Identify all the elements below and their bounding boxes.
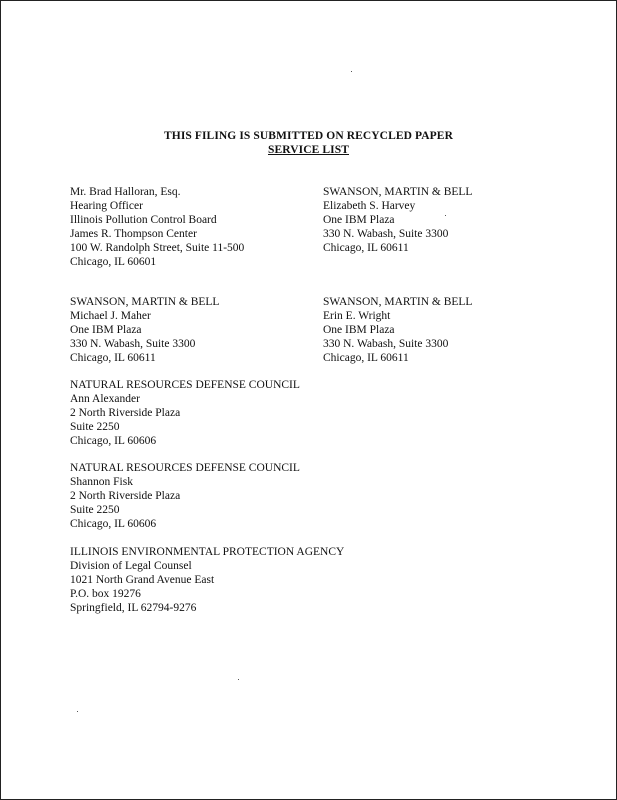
scan-speck bbox=[351, 71, 352, 72]
address-line: 1021 North Grand Avenue East bbox=[70, 574, 215, 586]
address-line: ILLINOIS ENVIRONMENTAL PROTECTION AGENCY bbox=[70, 546, 345, 558]
address-line: P.O. box 19276 bbox=[70, 588, 141, 600]
address-line: Chicago, IL 60606 bbox=[70, 435, 157, 447]
address-block-alexander bbox=[70, 378, 300, 448]
address-line: Shannon Fisk bbox=[70, 476, 133, 488]
address-line: 330 N. Wabash, Suite 3300 bbox=[70, 338, 196, 350]
address-line: One IBM Plaza bbox=[70, 324, 142, 336]
address-line: Division of Legal Counsel bbox=[70, 560, 192, 572]
address-block-fisk bbox=[70, 461, 300, 531]
address-block-hearing-officer bbox=[70, 185, 244, 269]
scan-speck bbox=[77, 711, 78, 712]
address-line: Chicago, IL 60611 bbox=[323, 352, 409, 364]
address-line: SWANSON, MARTIN & BELL bbox=[323, 296, 473, 308]
address-line: 330 N. Wabash, Suite 3300 bbox=[323, 228, 449, 240]
address-line: James R. Thompson Center bbox=[70, 228, 197, 240]
address-line: 2 North Riverside Plaza bbox=[70, 490, 181, 502]
address-line: Suite 2250 bbox=[70, 504, 120, 516]
address-line: NATURAL RESOURCES DEFENSE COUNCIL bbox=[70, 462, 300, 474]
address-block-maher bbox=[70, 295, 219, 365]
address-line: Erin E. Wright bbox=[323, 310, 391, 322]
address-line: Springfield, IL 62794-9276 bbox=[70, 602, 197, 614]
address-line: Chicago, IL 60601 bbox=[70, 256, 157, 268]
address-line: One IBM Plaza bbox=[323, 214, 395, 226]
address-line: 2 North Riverside Plaza bbox=[70, 407, 181, 419]
address-line: One IBM Plaza bbox=[323, 324, 395, 336]
address-line: Mr. Brad Halloran, Esq. bbox=[70, 186, 181, 198]
address-block-harvey bbox=[323, 185, 472, 255]
address-line: Chicago, IL 60611 bbox=[70, 352, 156, 364]
address-line: Elizabeth S. Harvey bbox=[323, 200, 416, 212]
address-line: Chicago, IL 60606 bbox=[70, 518, 157, 530]
address-block-illinois-epa bbox=[70, 545, 344, 615]
address-line: 100 W. Randolph Street, Suite 11-500 bbox=[70, 242, 245, 254]
address-line: 330 N. Wabash, Suite 3300 bbox=[323, 338, 449, 350]
address-block-wright bbox=[323, 295, 472, 365]
filing-notice-heading: THIS FILING IS SUBMITTED ON RECYCLED PAPER bbox=[164, 130, 453, 142]
address-line: Hearing Officer bbox=[70, 200, 143, 212]
address-line: SWANSON, MARTIN & BELL bbox=[323, 186, 473, 198]
scan-speck bbox=[238, 679, 239, 680]
address-line: Michael J. Maher bbox=[70, 310, 151, 322]
address-line: Suite 2250 bbox=[70, 421, 120, 433]
address-line: SWANSON, MARTIN & BELL bbox=[70, 296, 220, 308]
address-line: NATURAL RESOURCES DEFENSE COUNCIL bbox=[70, 379, 300, 391]
address-line: Ann Alexander bbox=[70, 393, 140, 405]
address-line: Illinois Pollution Control Board bbox=[70, 214, 217, 226]
address-line: Chicago, IL 60611 bbox=[323, 242, 409, 254]
service-list-title: SERVICE LIST bbox=[267, 144, 349, 156]
